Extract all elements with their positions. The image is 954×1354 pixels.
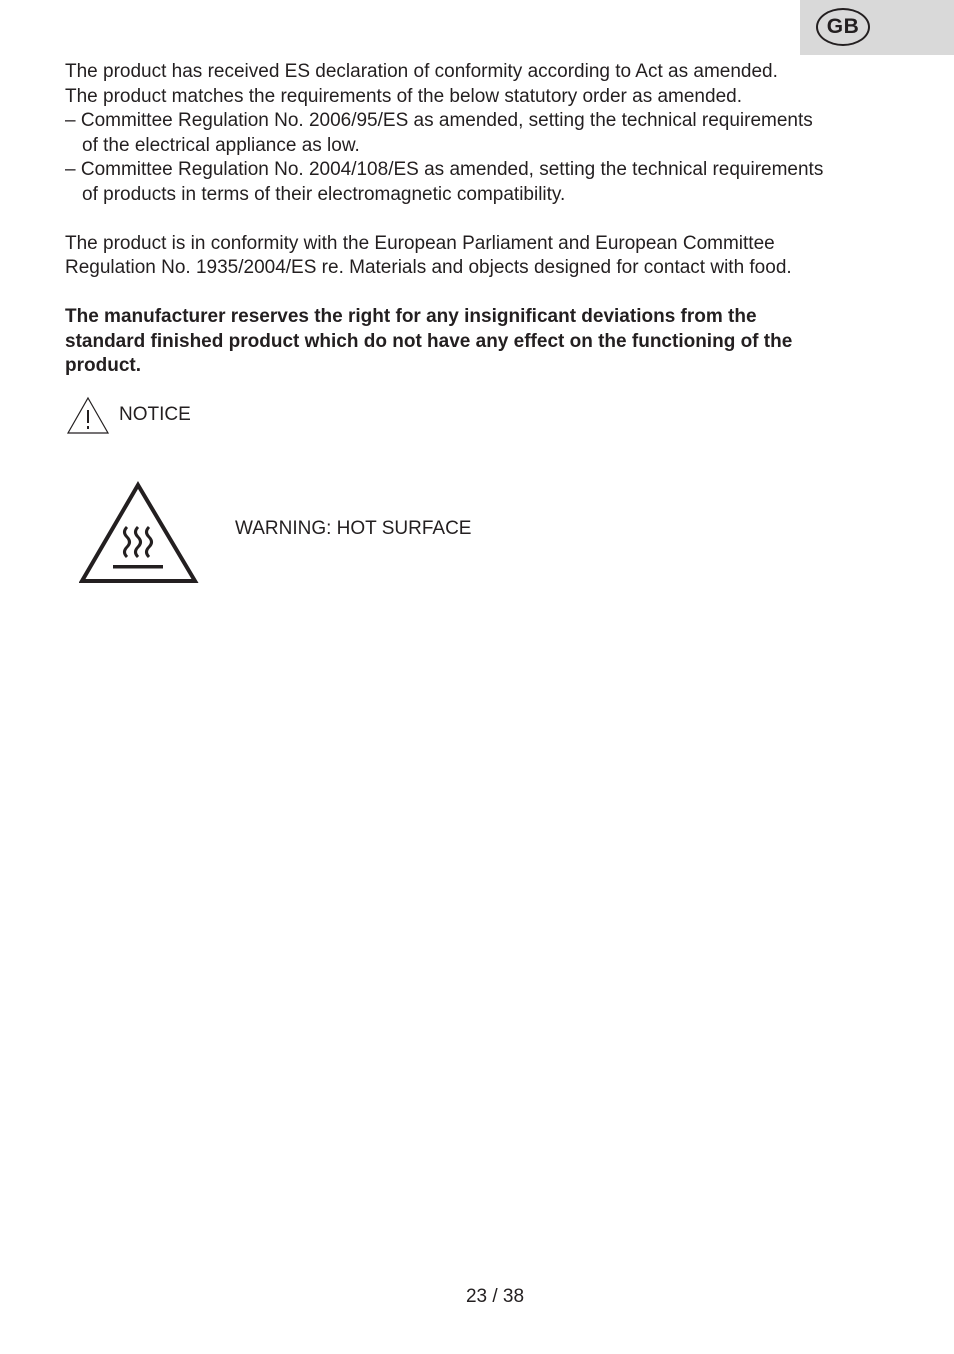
regulation-list [65, 109, 895, 207]
food-contact-paragraph [65, 232, 895, 281]
text-line: The manufacturer reserves the right for any insignificant deviations from the [65, 306, 757, 327]
document-body [65, 60, 895, 379]
language-tab [800, 0, 954, 55]
notice-label: NOTICE [119, 403, 191, 425]
list-item-line: – Committee Regulation No. 2004/108/ES as amended, setting the technical requirements [65, 159, 824, 180]
page-number: 23 / 38 [465, 1286, 525, 1307]
manufacturer-disclaimer [65, 305, 895, 379]
hot-surface-label: WARNING: HOT SURFACE [235, 518, 472, 539]
text-line: The product is in conformity with the European Parliament and European Committee [65, 232, 775, 254]
text-line: product. [65, 355, 141, 376]
text-line: standard finished product which do not have any effect on the functioning of the [65, 330, 793, 352]
warning-triangle-icon [66, 396, 110, 436]
list-item [65, 158, 895, 207]
text-line: The product matches the requirements of the below statutory order as amended. [65, 85, 742, 107]
spacer [65, 207, 895, 232]
text-line: The product has received ES declaration of conformity according to Act as amended. [65, 61, 778, 82]
list-item-line: of the electrical appliance as low. [82, 134, 360, 156]
notice-row [66, 396, 191, 436]
conformity-paragraph [65, 60, 895, 109]
list-item-line: – Committee Regulation No. 2006/95/ES as amended, setting the technical requirements [65, 110, 813, 131]
spacer [65, 281, 895, 306]
text-line: Regulation No. 1935/2004/ES re. Materials and objects designed for contact with food. [65, 257, 792, 278]
list-item [65, 109, 895, 158]
hot-surface-icon [79, 481, 199, 593]
language-badge: GB [816, 8, 870, 46]
list-item-line: of products in terms of their electromagnetic compatibility. [82, 183, 566, 205]
